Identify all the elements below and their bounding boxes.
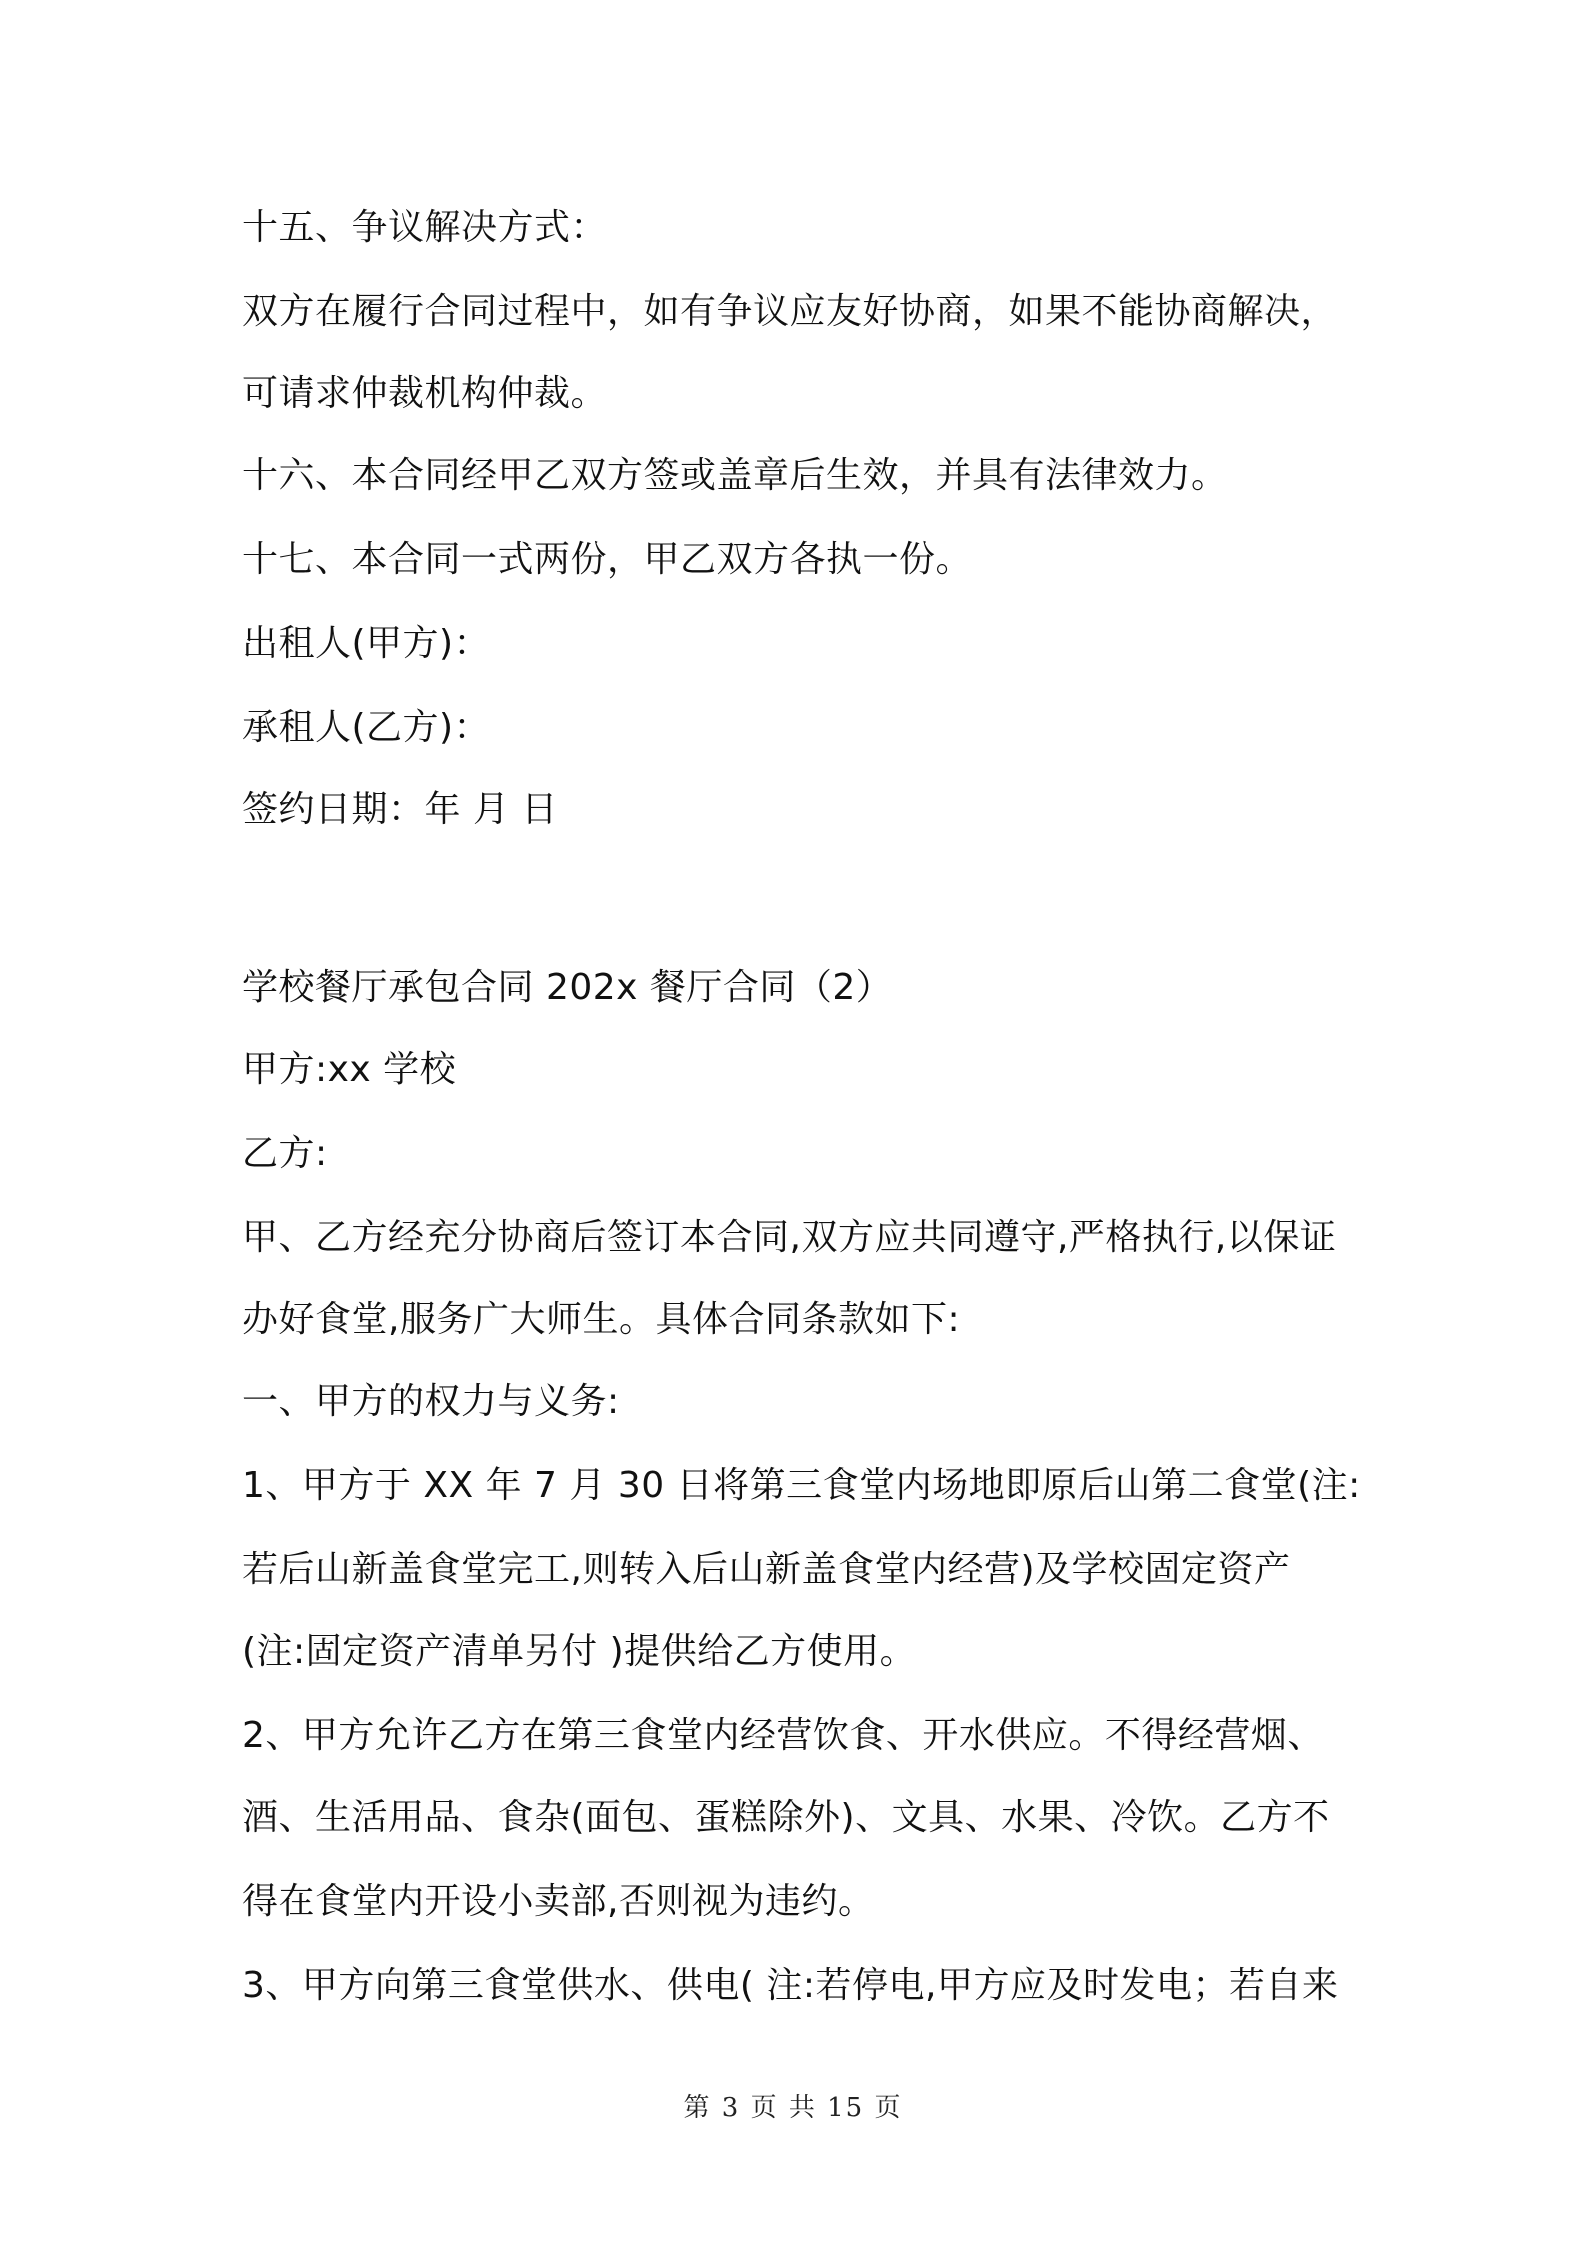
text-line: 甲、乙方经充分协商后签订本合同,双方应共同遵守,严格执行,以保证	[242, 1217, 1337, 1258]
section-15-heading: 十五、争议解决方式：	[242, 207, 608, 248]
contract-title: 学校餐厅承包合同 202x 餐厅合同（2）	[242, 967, 893, 1008]
party-a-line: 甲方:xx 学校	[242, 1049, 457, 1090]
text-line: (注:固定资产清单另付 )提供给乙方使用。	[242, 1631, 917, 1672]
text-line: 2、甲方允许乙方在第三食堂内经营饮食、开水供应。不得经营烟、	[242, 1715, 1324, 1756]
text-line: 若后山新盖食堂完工,则转入后山新盖食堂内经营)及学校固定资产	[242, 1549, 1291, 1590]
text-line: 3、甲方向第三食堂供水、供电( 注:若停电,甲方应及时发电；若自来	[242, 1965, 1339, 2006]
text-line: 可请求仲裁机构仲裁。	[242, 373, 608, 414]
page-footer: 第 3 页 共 15 页	[683, 2093, 903, 2123]
section-1-heading: 一、甲方的权力与义务:	[242, 1381, 620, 1422]
section-17-clause: 十七、本合同一式两份，甲乙双方各执一份。	[242, 539, 973, 580]
lessor-signature-line: 出租人(甲方)：	[242, 623, 491, 664]
text-line: 双方在履行合同过程中，如有争议应友好协商，如果不能协商解决，	[242, 291, 1338, 332]
signing-date-line: 签约日期：年 月 日	[242, 789, 558, 830]
party-b-line: 乙方:	[242, 1133, 328, 1174]
text-line: 1、甲方于 XX 年 7 月 30 日将第三食堂内场地即原后山第二食堂(注:	[242, 1465, 1361, 1506]
text-line: 酒、生活用品、食杂(面包、蛋糕除外)、文具、水果、冷饮。乙方不	[242, 1797, 1330, 1838]
section-16-clause: 十六、本合同经甲乙双方签或盖章后生效，并具有法律效力。	[242, 455, 1228, 496]
text-line: 办好食堂,服务广大师生。具体合同条款如下:	[242, 1299, 961, 1340]
lessee-signature-line: 承租人(乙方)：	[242, 707, 491, 748]
text-line: 得在食堂内开设小卖部,否则视为违约。	[242, 1881, 875, 1922]
